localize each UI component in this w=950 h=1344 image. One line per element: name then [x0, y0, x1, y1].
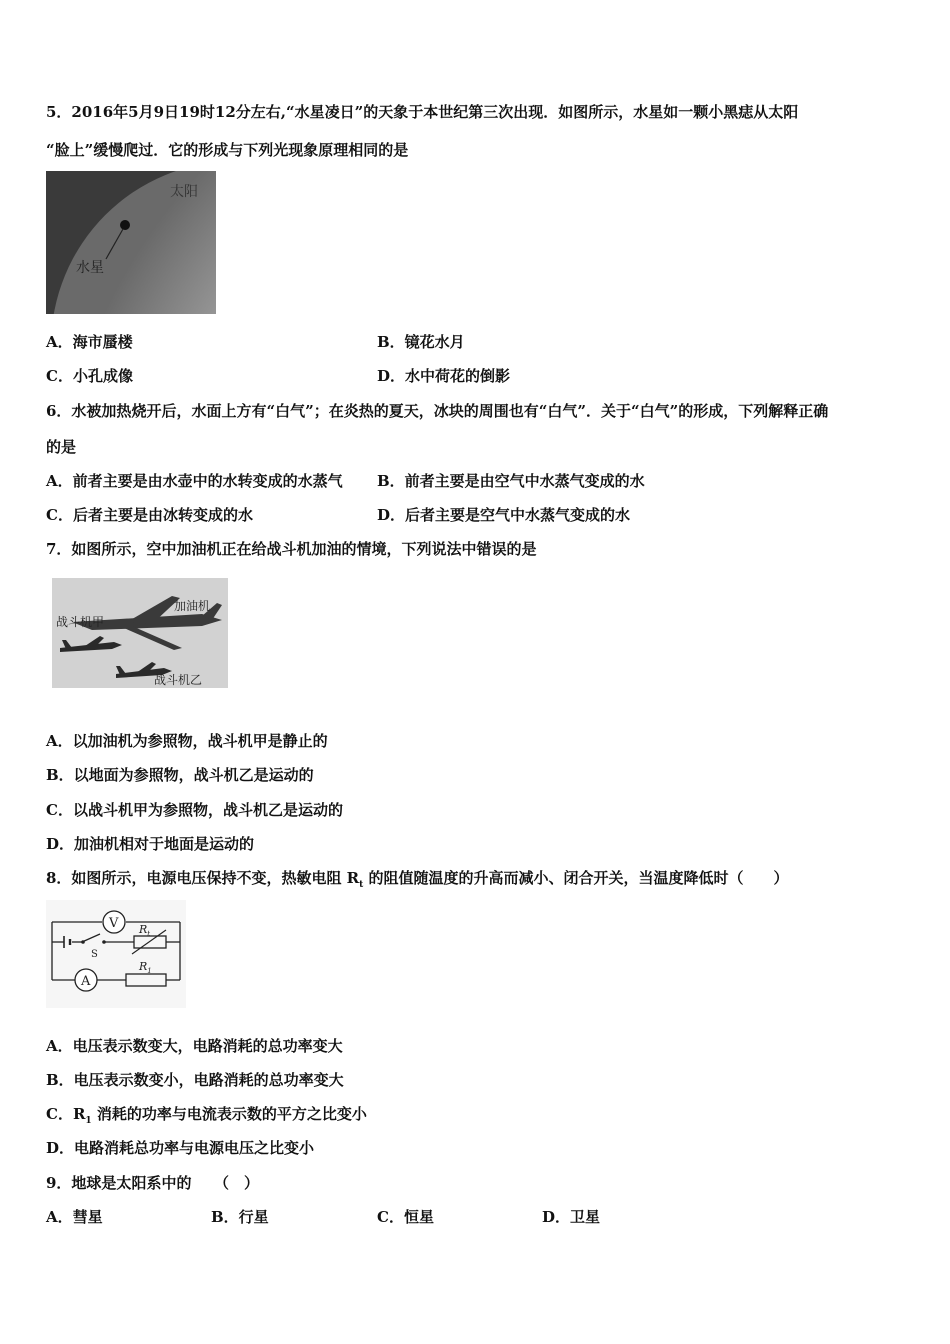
q9-option-b[interactable]: B．行星 [211, 1208, 269, 1226]
q8-option-b[interactable]: B．电压表示数变小，电路消耗的总功率变大 [46, 1071, 344, 1089]
switch-pivot [81, 940, 85, 944]
q9-stem-line1: 9．地球是太阳系中的 （ ） [46, 1174, 259, 1192]
switch-contact [102, 940, 106, 944]
aerial-refueling-figure [52, 578, 228, 688]
q8-option-a[interactable]: A．电压表示数变大，电路消耗的总功率变大 [46, 1037, 343, 1055]
q6-option-b[interactable]: B．前者主要是由空气中水蒸气变成的水 [377, 472, 645, 490]
rt-label: $R_t$ [139, 923, 151, 938]
switch-label: S [91, 949, 98, 960]
q7-stem-line1: 7．如图所示，空中加油机正在给战斗机加油的情境，下列说法中错误的是 [46, 540, 537, 558]
tanker-label: 加油机 [174, 599, 211, 613]
q9-option-d[interactable]: D．卫星 [542, 1208, 601, 1226]
q7-option-c[interactable]: C．以战斗机甲为参照物，战斗机乙是运动的 [46, 801, 343, 819]
mercury-label: 水星 [76, 260, 104, 276]
q8-stem-pre: 8．如图所示，电源电压保持不变，热敏电阻 R [46, 869, 360, 887]
q8-stem-line1 [46, 868, 789, 895]
sun-label: 太阳 [170, 184, 198, 200]
circuit-diagram [46, 900, 186, 1008]
q8-stem-post: 的阻值随温度的升高而减小、闭合开关，当温度降低时（ ） [363, 869, 789, 887]
q8-option-c-post: 消耗的功率与电流表示数的平方之比变小 [91, 1105, 367, 1123]
q8-option-c[interactable] [46, 1104, 367, 1131]
q9-option-a[interactable]: A．彗星 [46, 1208, 103, 1226]
q5-option-d[interactable]: D．水中荷花的倒影 [377, 367, 511, 385]
q8-stem-sub: t [359, 880, 364, 890]
mercury-dot [120, 220, 130, 230]
q7-option-a[interactable]: A．以加油机为参照物，战斗机甲是静止的 [46, 732, 328, 750]
q6-stem-line1: 6．水被加热烧开后，水面上方有“白气”；在炎热的夏天，冰块的周围也有“白气”．关于“白气”的形成，下列解释正确 [46, 402, 829, 420]
fighter-a-label: 战斗机甲 [56, 615, 105, 629]
q8-option-c-sub: 1 [85, 1116, 92, 1126]
ammeter-label: A [81, 974, 91, 989]
voltmeter-label: V [109, 916, 119, 931]
q5-option-c[interactable]: C．小孔成像 [46, 367, 133, 385]
q6-option-a[interactable]: A．前者主要是由水壶中的水转变成的水蒸气 [46, 472, 343, 490]
q6-stem-line2: 的是 [46, 438, 77, 456]
q6-option-d[interactable]: D．后者主要是空气中水蒸气变成的水 [377, 506, 631, 524]
q8-option-c-pre: C．R [46, 1105, 86, 1123]
q5-stem-line1: 5．2016年5月9日19时12分左右,“水星凌日”的天象于本世纪第三次出现．如图所示，水星如一颗小黑痣从太阳 [46, 103, 799, 121]
q6-option-c[interactable]: C．后者主要是由冰转变成的水 [46, 506, 253, 524]
q7-option-b[interactable]: B．以地面为参照物，战斗机乙是运动的 [46, 766, 314, 784]
mercury-transit-figure [46, 171, 216, 314]
fighter-b-label: 战斗机乙 [154, 673, 203, 687]
r1-label: $R_1$ [139, 960, 152, 975]
q8-option-d[interactable]: D．电路消耗总功率与电源电压之比变小 [46, 1139, 315, 1157]
q5-option-b[interactable]: B．镜花水月 [377, 333, 465, 351]
q9-option-c[interactable]: C．恒星 [377, 1208, 434, 1226]
q7-option-d[interactable]: D．加油机相对于地面是运动的 [46, 835, 255, 853]
q5-stem-line2: “脸上”缓慢爬过．它的形成与下列光现象原理相同的是 [46, 141, 409, 159]
q5-option-a[interactable]: A．海市蜃楼 [46, 333, 133, 351]
